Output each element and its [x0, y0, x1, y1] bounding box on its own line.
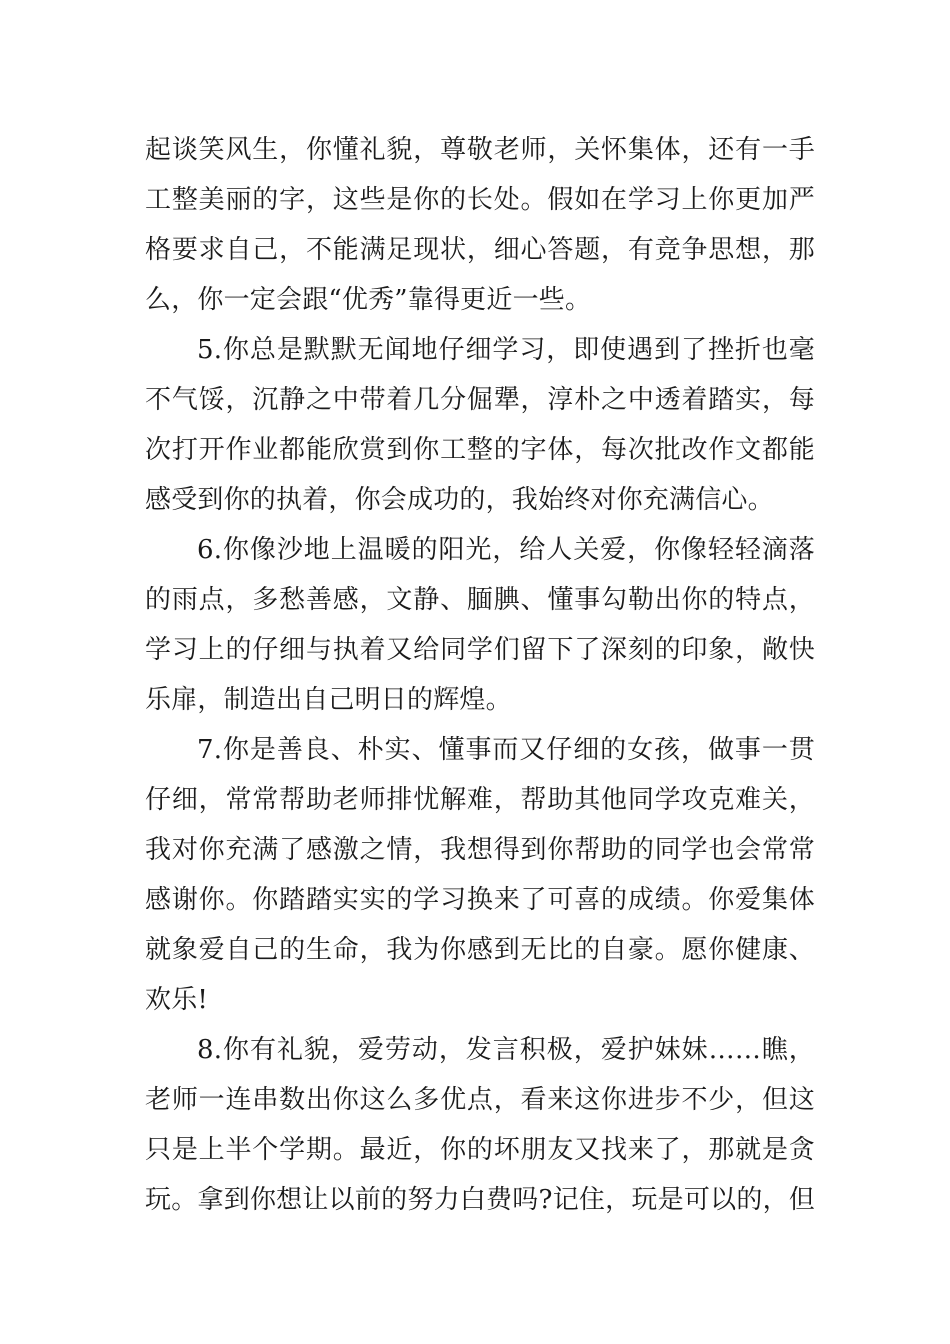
paragraph-7-line-6: 欢乐!	[145, 985, 209, 1015]
paragraph-7-line-4: 感谢你。你踏踏实实的学习换来了可喜的成绩。你爱集体	[145, 885, 815, 915]
paragraph-8-line-2: 老师一连串数出你这么多优点，看来这你进步不少，但这	[145, 1085, 815, 1115]
paragraph-6-line-4: 乐扉，制造出自己明日的辉煌。	[145, 685, 512, 715]
paragraph-5-line-3: 次打开作业都能欣赏到你工整的字体，每次批改作文都能	[145, 435, 815, 465]
paragraph-5-line-1: 5.你总是默默无闻地仔细学习，即使遇到了挫折也毫	[197, 335, 815, 365]
text-line-1: 起谈笑风生，你懂礼貌，尊敬老师，关怀集体，还有一手	[145, 135, 815, 165]
paragraph-7-line-3: 我对你充满了感激之情，我想得到你帮助的同学也会常常	[145, 835, 815, 865]
text-line-4: 么，你一定会跟“优秀”靠得更近一些。	[145, 285, 592, 315]
paragraph-7-line-5: 就象爱自己的生命，我为你感到无比的自豪。愿你健康、	[145, 935, 815, 965]
text-line-3: 格要求自己，不能满足现状，细心答题，有竞争思想，那	[145, 235, 815, 265]
paragraph-6-line-2: 的雨点，多愁善感，文静、腼腆、懂事勾勒出你的特点，	[145, 585, 815, 615]
paragraph-7-line-1: 7.你是善良、朴实、懂事而又仔细的女孩，做事一贯	[197, 735, 815, 765]
paragraph-5-line-4: 感受到你的执着，你会成功的，我始终对你充满信心。	[145, 485, 774, 515]
paragraph-7-line-2: 仔细，常常帮助老师排忧解难，帮助其他同学攻克难关，	[145, 785, 815, 815]
paragraph-8-line-4: 玩。拿到你想让以前的努力白费吗?记住，玩是可以的，但	[145, 1185, 815, 1215]
paragraph-6-line-3: 学习上的仔细与执着又给同学们留下了深刻的印象，敞快	[145, 635, 815, 665]
text-line-2: 工整美丽的字，这些是你的长处。假如在学习上你更加严	[145, 185, 815, 215]
paragraph-8-line-1: 8.你有礼貌，爱劳动，发言积极，爱护妹妹……瞧，	[197, 1035, 815, 1065]
paragraph-5-line-2: 不气馁，沉静之中带着几分倔犟，淳朴之中透着踏实，每	[145, 385, 815, 415]
paragraph-8-line-3: 只是上半个学期。最近，你的坏朋友又找来了，那就是贪	[145, 1135, 815, 1165]
paragraph-6-line-1: 6.你像沙地上温暖的阳光，给人关爱，你像轻轻滴落	[197, 535, 815, 565]
